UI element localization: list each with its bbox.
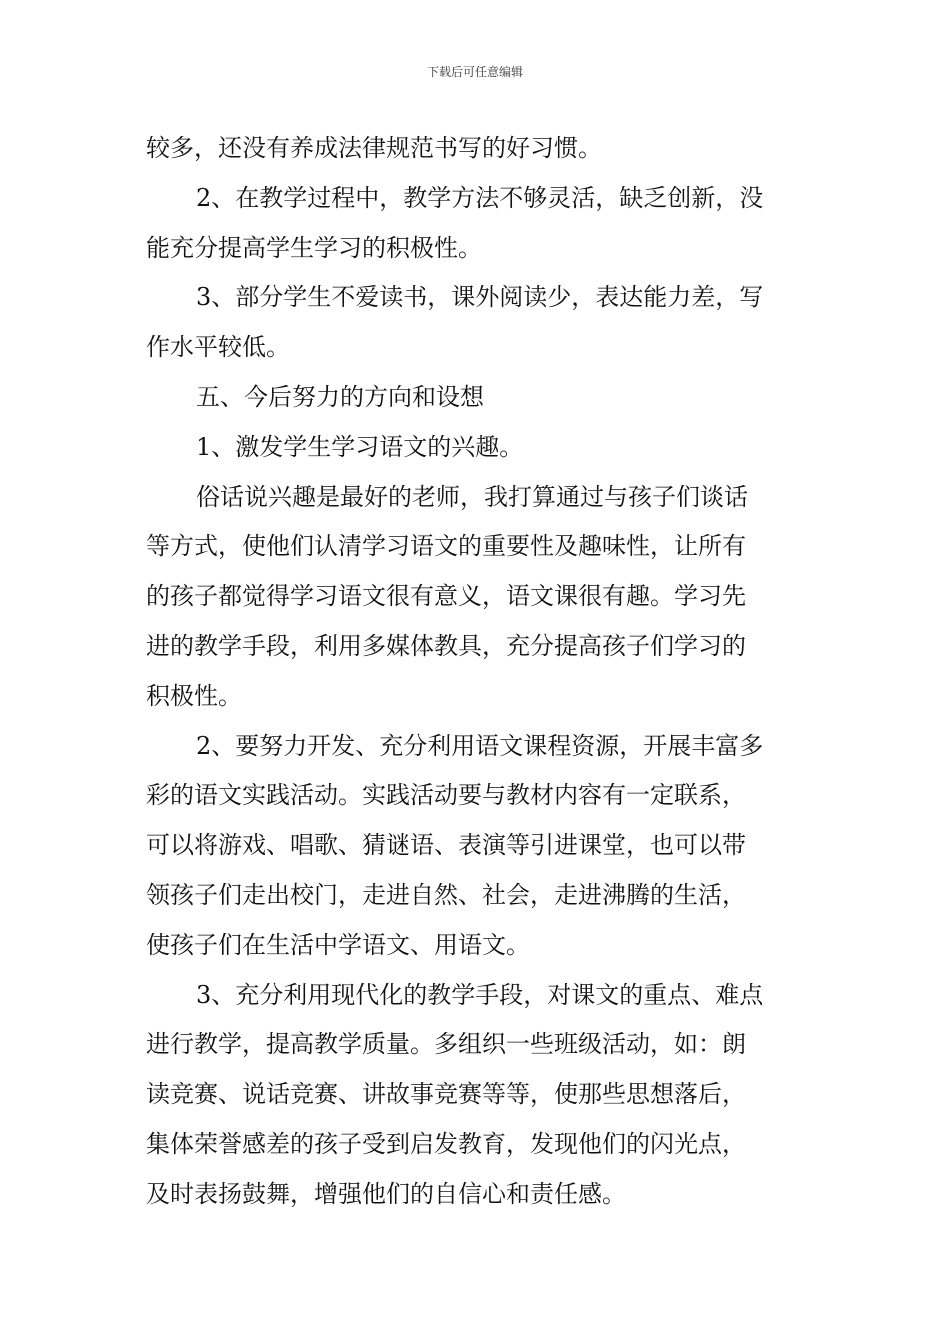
text-line: 等方式，使他们认清学习语文的重要性及趣味性，让所有 (146, 532, 746, 561)
text-line: 作水平较低。 (146, 333, 290, 362)
text-line: 积极性。 (146, 681, 242, 710)
text-line: 及时表扬鼓舞，增强他们的自信心和责任感。 (146, 1179, 626, 1208)
text-line: 读竞赛、说话竞赛、讲故事竞赛等等，使那些思想落后， (146, 1080, 746, 1109)
text-line: 2、在教学过程中，教学方法不够灵活，缺乏创新，没 (196, 183, 764, 212)
text-line: 进行教学，提高教学质量。多组织一些班级活动，如：朗 (146, 1030, 746, 1059)
text-line: 1、激发学生学习语文的兴趣。 (196, 432, 524, 461)
text-line: 五、今后努力的方向和设想 (196, 382, 484, 411)
text-line: 集体荣誉感差的孩子受到启发教育，发现他们的闪光点， (146, 1129, 746, 1158)
text-line: 俗话说兴趣是最好的老师，我打算通过与孩子们谈话 (196, 482, 748, 511)
text-line: 使孩子们在生活中学语文、用语文。 (146, 930, 530, 959)
text-line: 能充分提高学生学习的积极性。 (146, 233, 482, 262)
text-line: 可以将游戏、唱歌、猜谜语、表演等引进课堂，也可以带 (146, 831, 746, 860)
document-body (146, 124, 806, 1220)
text-line: 的孩子都觉得学习语文很有意义，语文课很有趣。学习先 (146, 582, 746, 611)
text-line: 3、部分学生不爱读书，课外阅读少，表达能力差，写 (196, 283, 764, 312)
text-line: 3、充分利用现代化的教学手段，对课文的重点、难点 (196, 980, 764, 1009)
page-header: 下载后可任意编辑 (426, 65, 523, 79)
text-line: 2、要努力开发、充分利用语文课程资源，开展丰富多 (196, 731, 764, 760)
text-line: 彩的语文实践活动。实践活动要与教材内容有一定联系， (146, 781, 746, 810)
text-line: 领孩子们走出校门，走进自然、社会，走进沸腾的生活， (146, 880, 746, 909)
text-line: 进的教学手段，利用多媒体教具，充分提高孩子们学习的 (146, 631, 746, 660)
text-line: 较多，还没有养成法律规范书写的好习惯。 (146, 134, 602, 162)
